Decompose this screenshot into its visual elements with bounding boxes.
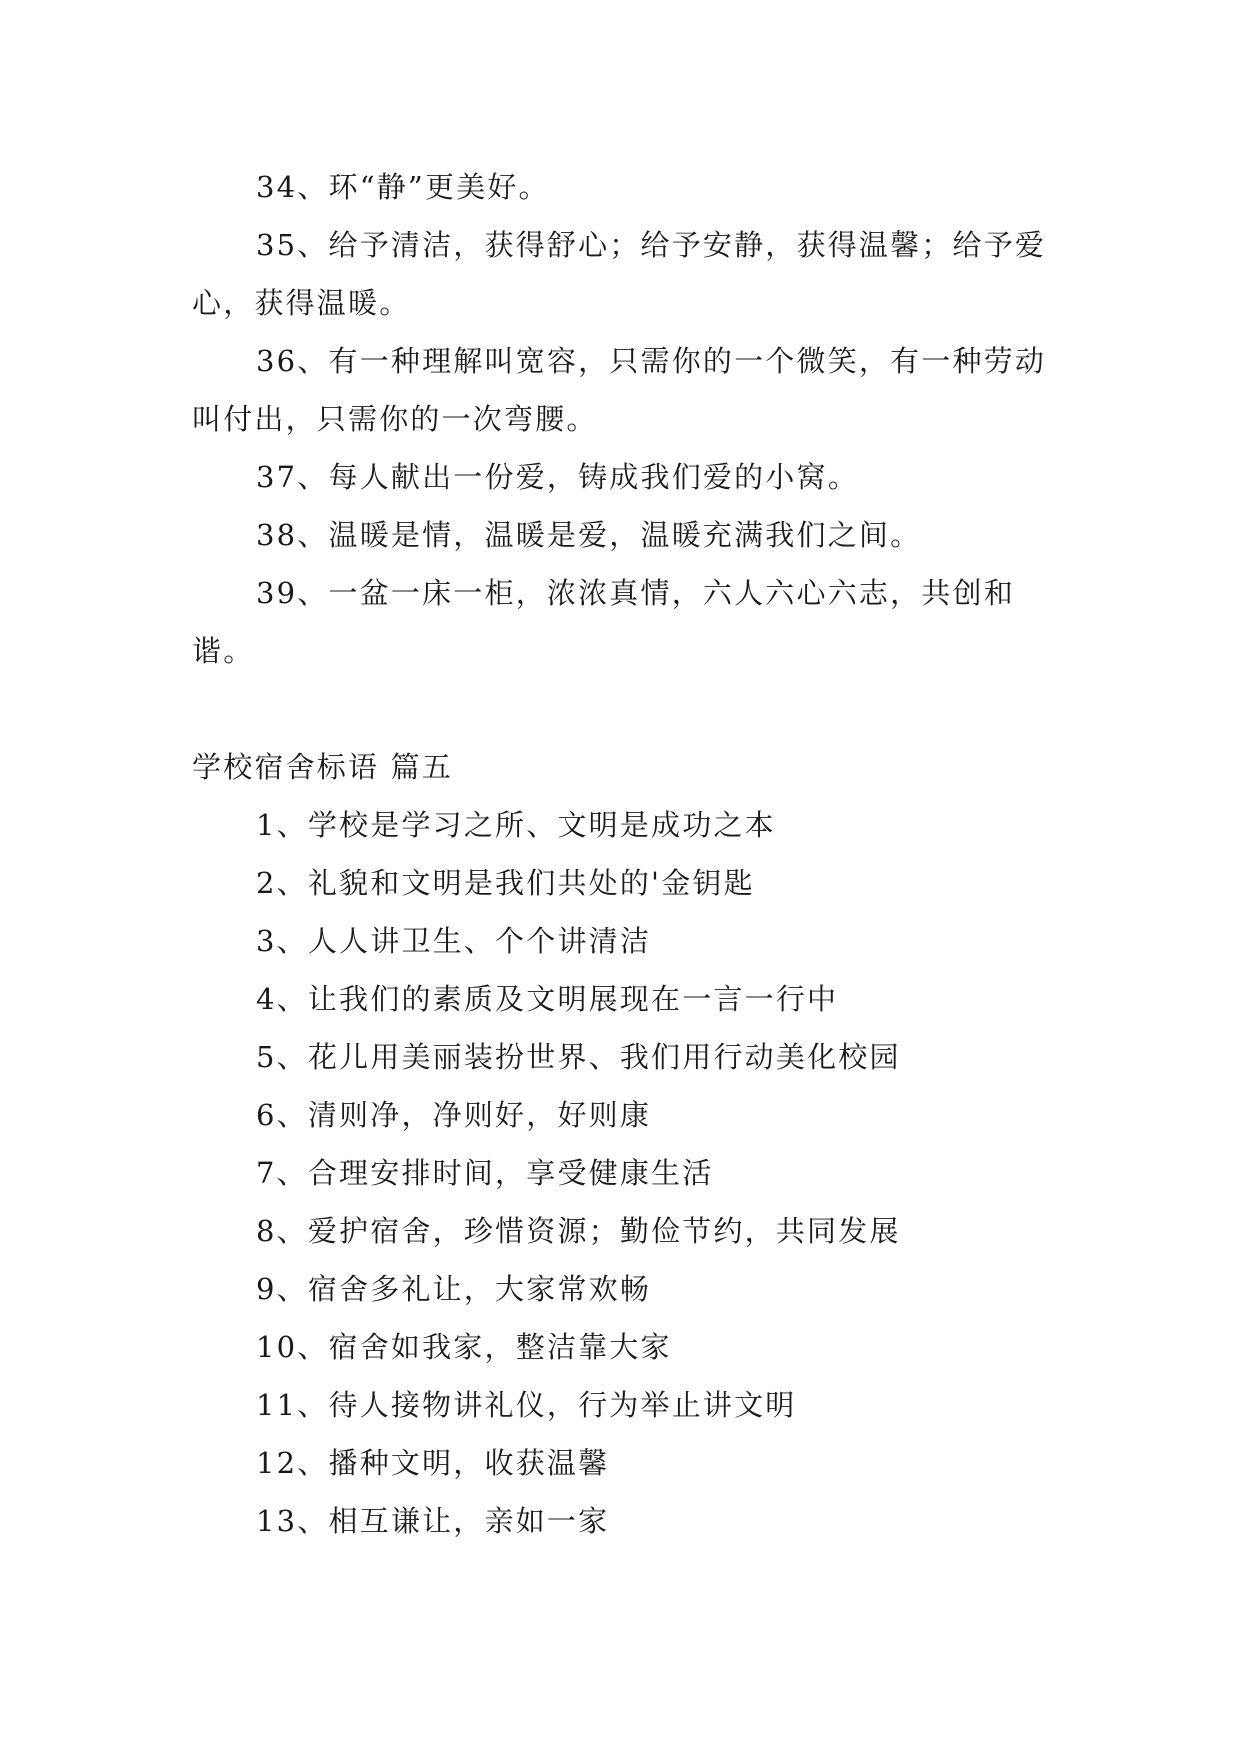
- list-item: 13、相互谦让，亲如一家: [256, 1504, 610, 1538]
- paragraph-39: 39、一盆一床一柜，浓浓真情，六人六心六志，共创和谐。: [192, 576, 1015, 668]
- section-title: 学校宿舍标语 篇五: [192, 750, 454, 784]
- list-item: 9、宿舍多礼让，大家常欢畅: [256, 1272, 652, 1306]
- list-item: 7、合理安排时间，享受健康生活: [256, 1156, 714, 1190]
- paragraph-36: 36、有一种理解叫宽容，只需你的一个微笑，有一种劳动叫付出，只需你的一次弯腰。: [192, 344, 1047, 436]
- document-body: [192, 158, 1052, 1550]
- paragraph-37: 37、每人献出一份爱，铸成我们爱的小窝。: [256, 460, 859, 494]
- paragraph-34: 34、环“静”更美好。: [256, 170, 550, 204]
- list-item: 1、学校是学习之所、文明是成功之本: [256, 808, 776, 842]
- list-item: 6、清则净，净则好，好则康: [256, 1098, 652, 1132]
- list-item: 3、人人讲卫生、个个讲清洁: [256, 924, 652, 958]
- list-item: 11、待人接物讲礼仪，行为举止讲文明: [256, 1388, 797, 1422]
- list-item: 12、播种文明，收获温馨: [256, 1446, 610, 1480]
- list-item: 5、花儿用美丽装扮世界、我们用行动美化校园: [256, 1040, 901, 1074]
- paragraph-38: 38、温暖是情，温暖是爱，温暖充满我们之间。: [256, 518, 922, 552]
- list-item: 10、宿舍如我家，整洁靠大家: [256, 1330, 672, 1364]
- list-item: 2、礼貌和文明是我们共处的'金钥匙: [256, 866, 755, 900]
- paragraph-35: 35、给予清洁，获得舒心；给予安静，获得温馨；给予爱心，获得温暖。: [192, 228, 1047, 320]
- section-gap: [192, 680, 1052, 738]
- list-item: 8、爱护宿舍，珍惜资源；勤俭节约，共同发展: [256, 1214, 901, 1248]
- list-item: 4、让我们的素质及文明展现在一言一行中: [256, 982, 839, 1016]
